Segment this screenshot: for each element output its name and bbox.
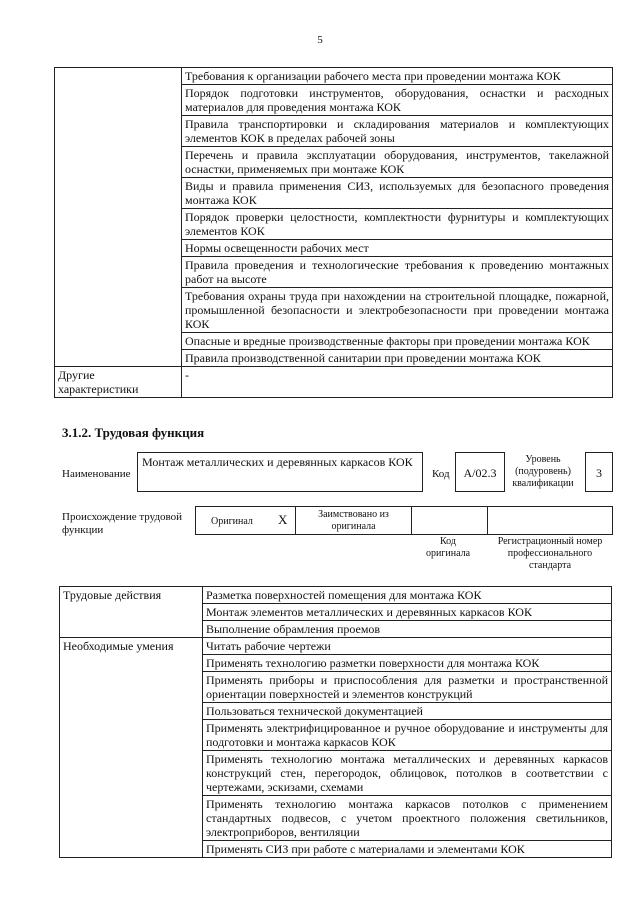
skill-item: Применять СИЗ при работе с материалами и элементами КОК <box>203 841 612 858</box>
skill-item: Пользоваться технической документацией <box>203 703 612 720</box>
reg-caption: Регистрационный номер профессионального стандарта <box>497 536 603 571</box>
page-number: 5 <box>317 34 323 46</box>
knowledge-item: Перечень и правила эксплуатации оборудования, инструментов, такелажной оснастки, применяемых при монтаже КОК <box>182 147 613 178</box>
knowledge-item: Порядок проверки целостности, комплектности фурнитуры и комплектующих элементов КОК <box>182 209 613 240</box>
table-row <box>55 367 613 398</box>
knowledge-label-cell <box>55 68 182 367</box>
table-row <box>60 638 612 655</box>
skills-label: Необходимые умения <box>60 638 203 858</box>
knowledge-item: Правила транспортировки и складирования материалов и комплектующих элементов КОК в пределах рабочей зоны <box>182 116 613 147</box>
skill-item: Читать рабочие чертежи <box>203 638 612 655</box>
knowledge-item: Порядок подготовки инструментов, оборудования, оснастки и расходных материалов для проведения монтажа КОК <box>182 85 613 116</box>
skill-item: Применять приборы и приспособления для разметки и пространственной ориентации поверхностей и элементов конструкций <box>203 672 612 703</box>
knowledge-item: Требования охраны труда при нахождении на строительной площадке, пожарной, промышленной безопасности и электробезопасности при проведении монтажа КОК <box>182 288 613 333</box>
origin-label: Происхождение трудовой функции <box>62 511 183 536</box>
original-mark: X <box>278 512 288 527</box>
code-label: Код <box>432 468 450 480</box>
knowledge-item: Правила производственной санитарии при проведении монтажа КОК <box>182 350 613 367</box>
original-cell <box>195 506 295 535</box>
level-value: 3 <box>585 452 613 492</box>
actions-table <box>59 586 612 858</box>
labor-action: Выполнение обрамления проемов <box>203 621 612 638</box>
code-value: A/02.3 <box>455 452 505 492</box>
skill-item: Применять технологию монтажа металлических и деревянных каркасов конструкций стен, перегородок, облицовок, потолков в соответствии с чертежами, эскизами, схемами <box>203 751 612 796</box>
section-heading: 3.1.2. Трудовая функция <box>62 425 205 440</box>
name-value: Монтаж металлических и деревянных каркасов КОК <box>137 452 423 492</box>
knowledge-item: Виды и правила применения СИЗ, используемых для безопасного проведения монтажа КОК <box>182 178 613 209</box>
skill-item: Применять технологию разметки поверхности для монтажа КОК <box>203 655 612 672</box>
labor-action: Монтаж элементов металлических и деревянных каркасов КОК <box>203 604 612 621</box>
skill-item: Применять технологию монтажа каркасов потолков с применением стандартных подвесов, с учетом проектного положения светильников, электроприборов, вентиляции <box>203 796 612 841</box>
name-label: Наименование <box>62 468 131 480</box>
knowledge-item: Нормы освещенности рабочих мест <box>182 240 613 257</box>
reg-number-cell <box>487 506 613 535</box>
table-row <box>60 587 612 604</box>
other-characteristics-label: Другие характеристики <box>55 367 182 398</box>
other-characteristics-value: - <box>182 367 613 398</box>
knowledge-item: Правила проведения и технологические требования к проведению монтажных работ на высоте <box>182 257 613 288</box>
level-label: Уровень (подуровень) квалификации <box>512 454 574 489</box>
skill-item: Применять электрифицированное и ручное оборудование и инструменты для подготовки и монтажа каркасов КОК <box>203 720 612 751</box>
original-label: Оригинал <box>211 516 253 527</box>
table-row <box>55 68 613 85</box>
knowledge-item: Требования к организации рабочего места при проведении монтажа КОК <box>182 68 613 85</box>
code-caption: Код оригинала <box>425 536 471 559</box>
original-code-cell <box>411 506 487 535</box>
knowledge-item: Опасные и вредные производственные факторы при проведении монтажа КОК <box>182 333 613 350</box>
borrowed-cell: Заимствовано из оригинала <box>295 506 411 535</box>
labor-actions-label: Трудовые действия <box>60 587 203 638</box>
knowledge-table <box>54 67 613 398</box>
labor-action: Разметка поверхностей помещения для монтажа КОК <box>203 587 612 604</box>
